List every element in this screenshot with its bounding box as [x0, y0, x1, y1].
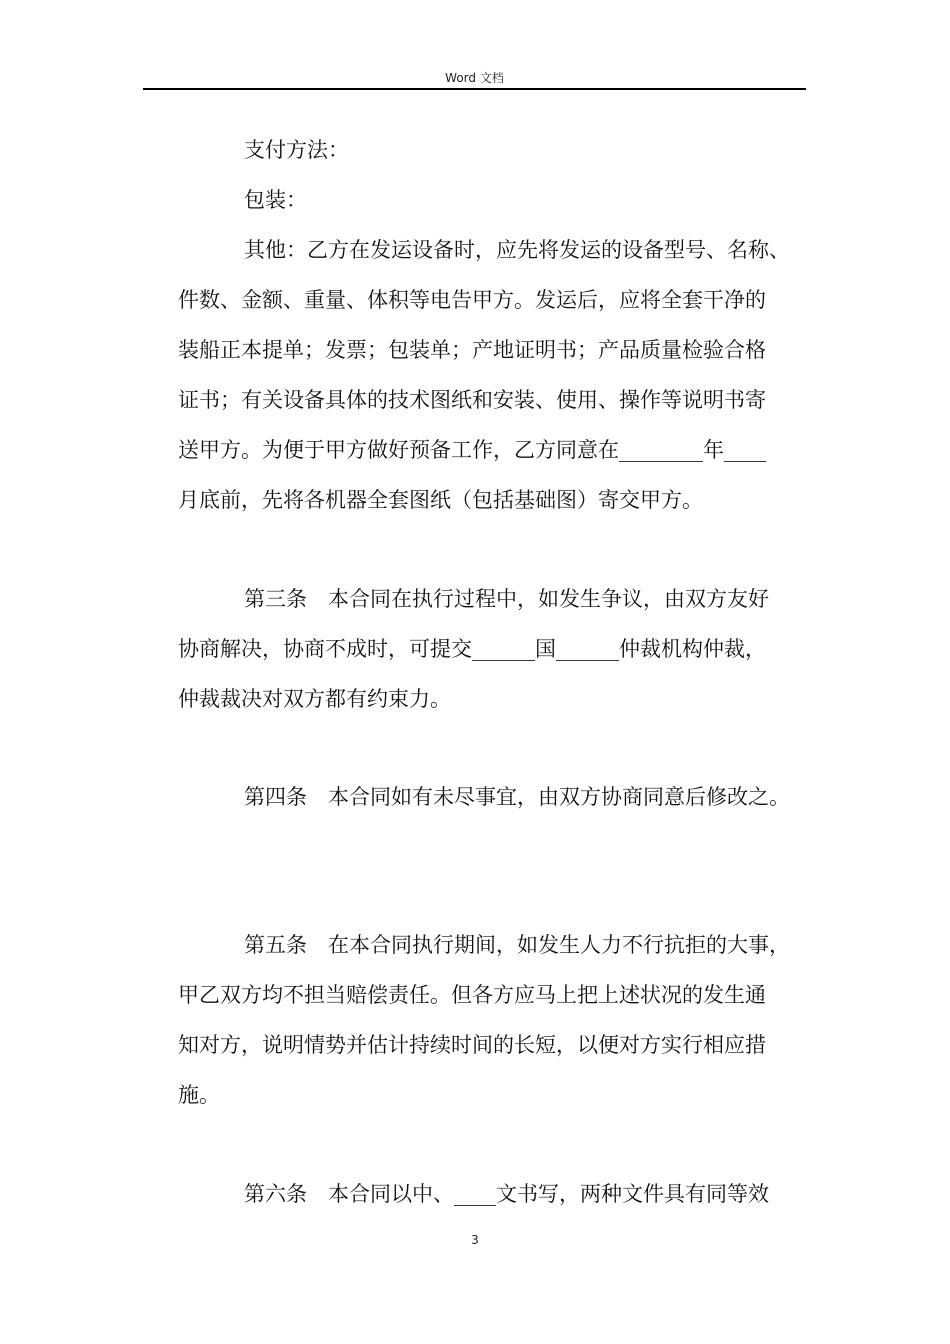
text-line: 装船正本提单；发票；包装单；产地证明书；产品质量检验合格 [178, 338, 766, 362]
text-line: 月底前，先将各机器全套图纸（包括基础图）寄交甲方。 [178, 488, 703, 512]
paragraph-article-4 [178, 772, 818, 822]
text-line: 仲裁裁决对双方都有约束力。 [178, 687, 451, 711]
text-line: 协商解决，协商不成时，可提交______国______仲裁机构仲裁， [178, 637, 766, 661]
text-line: 施。 [178, 1083, 220, 1107]
paragraph-payment-method [178, 125, 818, 175]
paragraph-article-6 [178, 1169, 818, 1219]
text-line: 包装： [244, 188, 307, 212]
text-line: 第四条 本合同如有未尽事宜，由双方协商同意后修改之。 [244, 785, 790, 809]
text-line: 其他：乙方在发运设备时，应先将发运的设备型号、名称、 [244, 238, 790, 262]
page-number: 3 [471, 1233, 479, 1247]
text-line: 证书；有关设备具体的技术图纸和安装、使用、操作等说明书寄 [178, 388, 766, 412]
text-line: 甲乙双方均不担当赔偿责任。但各方应马上把上述状况的发生通 [178, 983, 766, 1007]
text-line: 送甲方。为便于甲方做好预备工作，乙方同意在________年____ [178, 438, 766, 462]
text-line: 知对方，说明情势并估计持续时间的长短，以便对方实行相应措 [178, 1033, 766, 1057]
text-line: 件数、金额、重量、体积等电告甲方。发运后，应将全套干净的 [178, 288, 766, 312]
paragraph-article-3 [178, 574, 818, 724]
paragraph-other [178, 225, 818, 525]
page-header [143, 64, 806, 90]
text-line: 第三条 本合同在执行过程中，如发生争议，由双方友好 [244, 587, 769, 611]
paragraph-packaging [178, 175, 818, 225]
header-title: Word 文档 [445, 71, 504, 85]
paragraph-article-5 [178, 920, 818, 1120]
text-line: 支付方法： [244, 138, 349, 162]
text-line: 第五条 在本合同执行期间，如发生人力不行抗拒的大事， [244, 933, 790, 957]
text-line: 第六条 本合同以中、____文书写，两种文件具有同等效 [244, 1182, 769, 1206]
